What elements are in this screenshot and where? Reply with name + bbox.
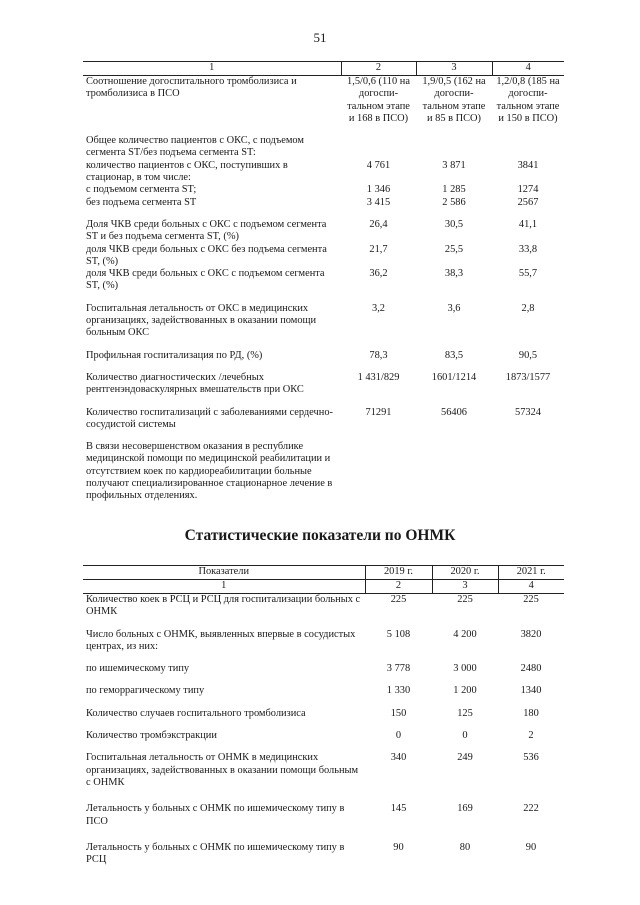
table-row [83,828,564,867]
table-row [83,209,564,244]
value-2021: 55,7 [518,268,538,280]
value-2019: 0 [395,730,402,742]
table-row [83,789,564,828]
row-label: Летальность у больных с ОНМК по ишемическому типу в ПСО [86,803,345,827]
value-2019: 145 [390,803,407,815]
table-row [83,675,564,697]
value-2019: 1 346 [366,184,391,196]
value-2019: 1 330 [386,685,411,697]
value-2021: 2480 [520,663,542,675]
table-row [83,160,564,185]
row-label: Профильная госпитализация по РД, (%) [86,349,263,361]
row-label: Количество диагностических /лечебных рентгенэндоваскулярных вмешательств при ОКС [86,371,304,396]
value-2020: 80 [459,841,471,853]
column-number: 2 [341,62,416,76]
row-label: по ишемическому типу [86,663,190,675]
value-2020: 1 285 [442,184,466,196]
value-2020: 83,5 [444,349,464,361]
value-2020: 4 200 [453,628,477,640]
table-row [83,184,564,196]
value-2020: 249 [457,752,473,764]
column-header: 2019 г. [365,566,432,580]
row-label: доля ЧКВ среди больных с ОКС с подъемом сегмента ST, (%) [86,268,325,292]
value-2019: 90 [393,841,404,853]
row-label: Госпитальная летальность от ОНМК в медицинских организациях, задействованных в оказании помощи больным с ОНМК [86,752,359,788]
value-2021: 3820 [520,628,542,640]
table-row [83,293,564,340]
value-2020: 38,3 [444,268,464,280]
value-2021 [492,431,564,502]
table-row [83,594,564,619]
row-label: Количество коек в РСЦ и РСЦ для госпитализации больных с ОНМК [86,594,361,618]
row-label: Доля ЧКВ среди больных с ОКС с подъемом сегмента ST и без подъема сегмента ST, (%) [86,218,327,243]
row-label: Количество тромбэкстракции [86,730,217,742]
value-2020: 125 [457,707,473,719]
value-2020 [416,125,492,160]
column-number: 4 [492,62,564,76]
value-2020: 1601/1214 [431,371,477,383]
value-2020: 169 [457,803,473,815]
value-2019: 21,7 [369,243,388,255]
value-2019: 225 [390,594,407,605]
value-2019: 3 415 [366,196,391,208]
table-row [83,76,564,126]
table-row [83,362,564,397]
acs-indicators-table [83,61,564,503]
stroke-indicators-table [83,565,564,866]
table-header-row [83,566,564,580]
value-2019: 78,3 [369,349,388,361]
column-number-row [83,580,564,594]
column-number: 3 [432,580,498,594]
value-2021: 90,5 [518,349,538,361]
value-2021: 225 [523,594,539,605]
value-2021: 90 [525,841,537,853]
value-2019: 5 108 [386,628,411,640]
table-row [83,197,564,209]
value-2019: 340 [390,752,407,764]
row-label: Количество госпитализаций с заболеваниями сердечно-сосудистой системы [86,406,333,430]
value-2021: 222 [523,803,539,815]
page-number: 51 [313,30,327,45]
value-2020: 25,5 [444,243,464,255]
value-2020: 3 871 [442,159,466,171]
column-number: 4 [498,580,564,594]
value-2021: 1340 [520,685,542,697]
section-title: Статистические показатели по ОНМК [184,527,456,544]
value-2021: 536 [523,752,539,764]
table-row [83,742,564,789]
value-2021: 180 [523,707,539,719]
value-2019: 3,2 [372,302,385,314]
table-row [83,431,564,502]
value-2020: 1,9/0,5 (162 на догоспи-тальном этапе и 85 в ПСО) [422,76,486,124]
row-label: доля ЧКВ среди больных с ОКС без подъема сегмента ST, (%) [86,243,327,267]
value-2021: 3841 [517,159,539,171]
value-2021: 1873/1577 [505,371,551,383]
value-2019: 1 431/829 [357,371,400,383]
table-row [83,340,564,362]
value-2019: 1,5/0,6 (110 на догоспи-тальном этапе и 168 в ПСО) [347,76,410,124]
value-2020: 56406 [441,406,467,418]
value-2019: 3 778 [386,663,411,675]
value-2021: 2,8 [521,302,535,314]
column-header: 2021 г. [498,566,564,580]
value-2021: 1274 [517,184,539,196]
value-2021 [492,125,564,160]
value-2021: 41,1 [518,218,538,230]
table-row [83,268,564,293]
value-2020: 30,5 [444,218,464,230]
value-2020: 225 [457,594,473,605]
value-2021: 2567 [517,196,539,208]
column-number: 3 [416,62,492,76]
row-label: Число больных с ОНМК, выявленных впервые в сосудистых центрах, из них: [86,628,356,652]
row-label: В связи несовершенством оказания в республике медицинской помощи по медицинской реабилитации и отсутствием коек по кардиореабилитации больные получают специализированное стационарное лечение в профильных отделениях. [86,441,333,502]
value-2020: 2 586 [442,196,466,208]
value-2020 [416,431,492,502]
value-2019: 150 [390,707,407,719]
row-label: Летальность у больных с ОНМК по ишемическому типу в РСЦ [86,841,345,866]
row-label: Госпитальная летальность от ОКС в медицинских организациях, задействованных в оказании помощи больным ОКС [86,302,317,339]
table-row [83,125,564,160]
row-label: с подъемом сегмента ST; [86,184,197,196]
row-label: Количество случаев госпитального тромболизиса [86,707,306,719]
table-row [83,619,564,654]
row-label: количество пациентов с ОКС, поступивших в стационар, в том числе: [86,159,288,184]
row-label: без подъема сегмента ST [86,196,197,208]
column-number: 1 [83,580,365,594]
value-2020: 0 [462,730,468,742]
row-label: Общее количество пациентов с ОКС, с подъемом сегмента ST/без подъема сегмента ST: [86,135,304,159]
column-number: 2 [365,580,432,594]
value-2019: 36,2 [369,268,388,280]
value-2020: 3 000 [453,663,477,675]
table-row [83,698,564,720]
value-2020: 1 200 [453,685,477,697]
value-2021: 33,8 [518,243,538,255]
table-row [83,244,564,269]
column-number-row [83,62,564,76]
value-2019: 4 761 [366,159,391,171]
table-row [83,397,564,432]
value-2019: 26,4 [369,218,388,230]
value-2019: 71291 [365,406,392,418]
row-label: Соотношение догоспитального тромболизиса и тромболизиса в ПСО [86,76,297,100]
column-header: Показатели [83,566,365,580]
column-header: 2020 г. [432,566,498,580]
value-2021: 1,2/0,8 (185 на догоспи-тальном этапе и 150 в ПСО) [496,76,560,124]
row-label: по геморрагическому типу [86,685,205,697]
column-number: 1 [83,62,341,76]
value-2019 [341,431,416,502]
value-2020: 3,6 [447,302,461,314]
table-row [83,653,564,675]
table-row [83,720,564,742]
value-2021: 57324 [515,406,541,418]
value-2019 [341,125,416,160]
value-2021: 2 [528,730,534,742]
